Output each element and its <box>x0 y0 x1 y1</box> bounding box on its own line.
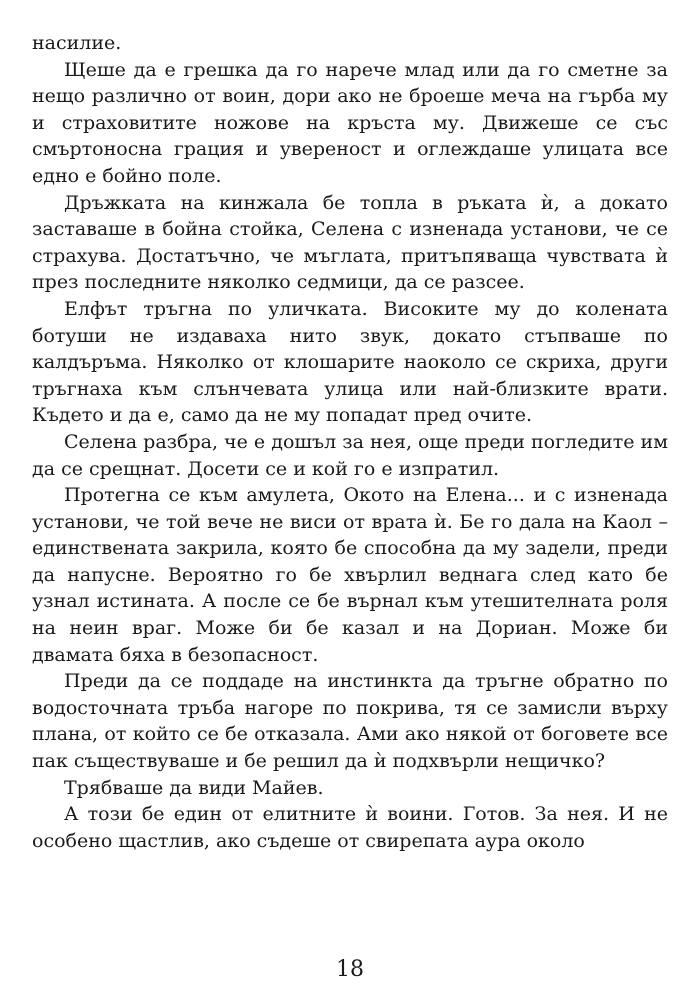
paragraph: Протегна се към амулета, Окото на Елена... и с изненада установи, че той вече не виси от врата ѝ. Бе го дала на Каол – единствената закрила, която бе способна да му задели, преди да напусне. Вероятно го бе хвърлил веднага след като бе узнал истината. А после се бе върнал към утешителната роля на неин враг. Може би бе казал и на Дориан. Може би двамата бяха в безопасност. <box>32 484 668 666</box>
paragraph-continued: насилие. <box>32 32 122 54</box>
page-number: 18 <box>336 957 364 982</box>
body-text <box>32 30 668 854</box>
paragraph: Дръжката на кинжала бе топла в ръката ѝ, а докато заставаше в бойна стойка, Селена с изненада установи, че се страхува. Достатъчно, че мъглата, притъпяваща чувствата ѝ през последните няколко седмици, да се разсее. <box>32 191 668 294</box>
paragraph: Преди да се поддаде на инстинкта да тръгне обратно по водосточната тръба нагоре по покрива, тя се замисли върху плана, от който се бе отказала. Ами ако някой от боговете все пак съществуваше и бе решил да ѝ подхвърли нещичко? <box>32 670 668 773</box>
paragraph: Селена разбра, че е дошъл за нея, още преди погледите им да се срещнат. Досети се и кой го е изпратил. <box>32 430 668 480</box>
paragraph: Елфът тръгна по уличката. Високите му до колената ботуши не издаваха нито звук, докато стъпваше по калдъръма. Няколко от клошарите наоколо се скриха, други тръгнаха към слънчевата улица или най-близките врати. Където и да е, само да не му попадат пред очите. <box>32 297 668 427</box>
paragraph: Щеше да е грешка да го нарече млад или да го сметне за нещо различно от воин, дори ако не броеше меча на гърба му и страховитите ножове на кръста му. Движеше се със смъртоносна грация и увереност и оглеждаше улицата все едно е бойно поле. <box>32 58 668 187</box>
paragraph: Трябваше да види Майев. <box>64 776 324 799</box>
paragraph: А този бе един от елитните ѝ воини. Готов. За нея. И не особено щастлив, ако съдеше от свирепата аура около <box>32 803 668 852</box>
